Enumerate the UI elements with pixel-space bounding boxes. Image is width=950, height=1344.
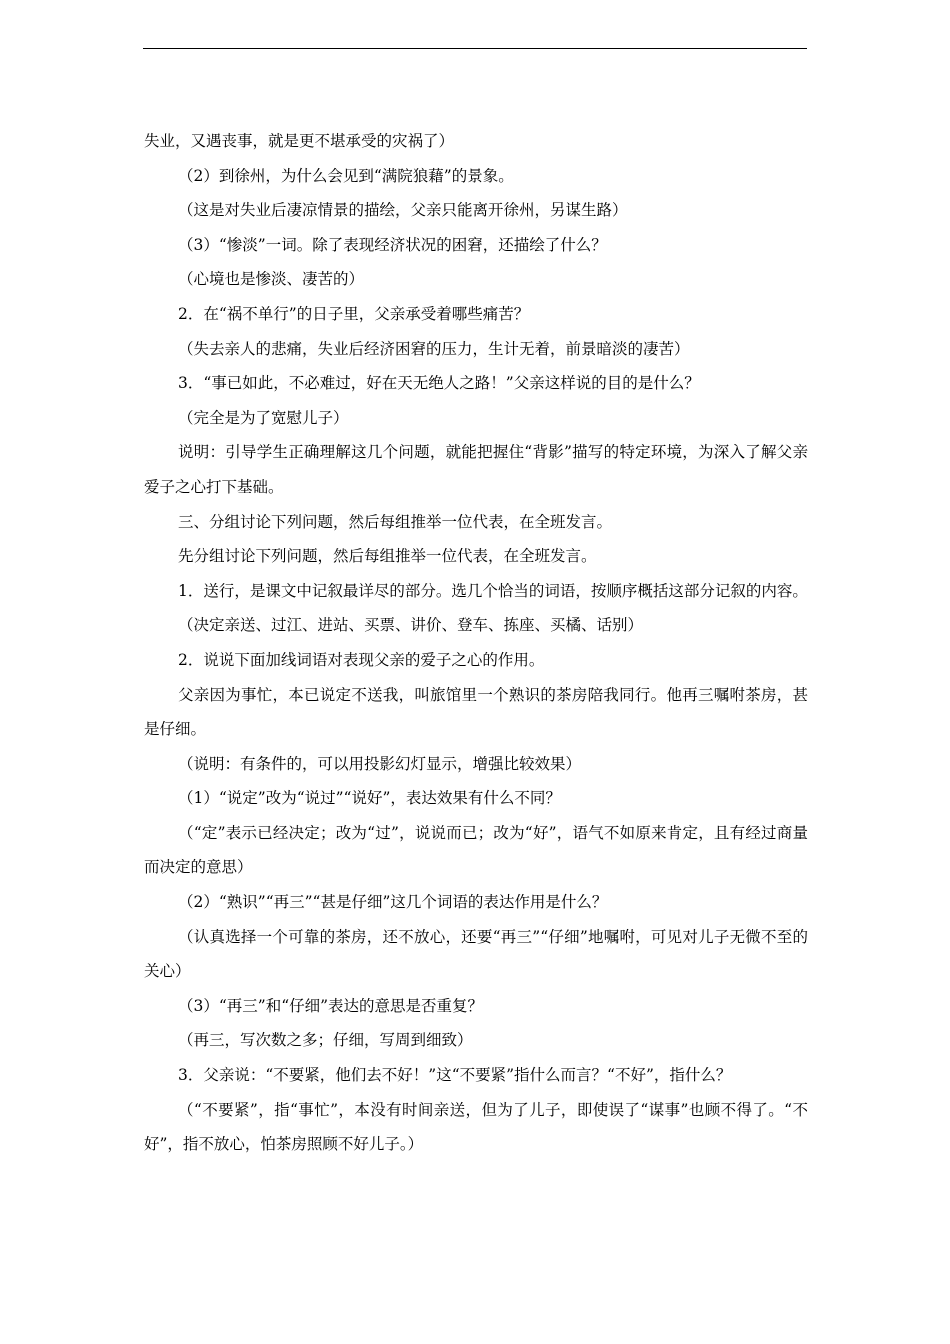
header-rule [143, 48, 807, 49]
paragraph: 父亲因为事忙，本已说定不送我，叫旅馆里一个熟识的茶房陪我同行。他再三嘱咐茶房，甚是仔细。 [144, 685, 808, 739]
paragraph: （3）“惨淡”一词。除了表现经济状况的困窘，还描绘了什么？ [178, 235, 607, 254]
paragraph: 2．说说下面加线词语对表现父亲的爱子之心的作用。 [178, 650, 545, 669]
paragraph: 3．“事已如此，不必难过，好在天无绝人之路！”父亲这样说的目的是什么？ [178, 374, 700, 393]
paragraph: 3．父亲说：“不要紧，他们去不好！”这“不要紧”指什么而言？“不好”，指什么？ [178, 1066, 732, 1085]
paragraph: （心境也是惨淡、凄苦的） [178, 270, 365, 289]
paragraph: （认真选择一个可靠的茶房，还不放心，还要“再三”“仔细”地嘱咐，可见对儿子无微不至的关心） [144, 927, 808, 981]
paragraph: （决定亲送、过江、进站、买票、讲价、登车、拣座、买橘、话别） [178, 616, 644, 635]
paragraph: （失去亲人的悲痛，失业后经济困窘的压力，生计无着，前景暗淡的凄苦） [178, 339, 690, 358]
paragraph: 三、分组讨论下列问题，然后每组推举一位代表，在全班发言。 [178, 512, 613, 531]
paragraph: （说明：有条件的，可以用投影幻灯显示，增强比较效果） [178, 754, 582, 773]
paragraph: 说明：引导学生正确理解这几个问题，就能把握住“背影”描写的特定环境，为深入了解父亲爱子之心打下基础。 [144, 443, 808, 496]
paragraph: （1）“说定”改为“说过”“说好”，表达效果有什么不同？ [178, 789, 561, 808]
paragraph: （完全是为了宽慰儿子） [178, 408, 349, 427]
document-body [144, 124, 808, 1162]
paragraph: 先分组讨论下列问题，然后每组推举一位代表，在全班发言。 [178, 547, 597, 566]
paragraph: 2．在“祸不单行”的日子里，父亲承受着哪些痛苦？ [178, 304, 530, 323]
paragraph: （3）“再三”和“仔细”表达的意思是否重复？ [178, 996, 484, 1015]
paragraph: （2）“熟识”“再三”“甚是仔细”这几个词语的表达作用是什么？ [178, 893, 608, 912]
paragraph: （“定”表示已经决定；改为“过”，说说而已；改为“好”，语气不如原来肯定，且有经过商量而决定的意思） [144, 823, 808, 877]
paragraph: （这是对失业后凄凉情景的描绘，父亲只能离开徐州，另谋生路） [178, 201, 628, 220]
paragraph: （“不要紧”，指“事忙”，本没有时间亲送，但为了儿子，即使误了“谋事”也顾不得了。“不好”，指不放心，怕茶房照顾不好儿子。） [144, 1100, 808, 1154]
paragraph: 失业，又遇丧事，就是更不堪承受的灾祸了） [144, 132, 455, 150]
paragraph: （2）到徐州，为什么会见到“满院狼藉”的景象。 [178, 166, 514, 185]
paragraph: （再三，写次数之多；仔细，写周到细致） [178, 1031, 473, 1050]
paragraph: 1．送行，是课文中记叙最详尽的部分。选几个恰当的词语，按顺序概括这部分记叙的内容。 [178, 581, 808, 600]
